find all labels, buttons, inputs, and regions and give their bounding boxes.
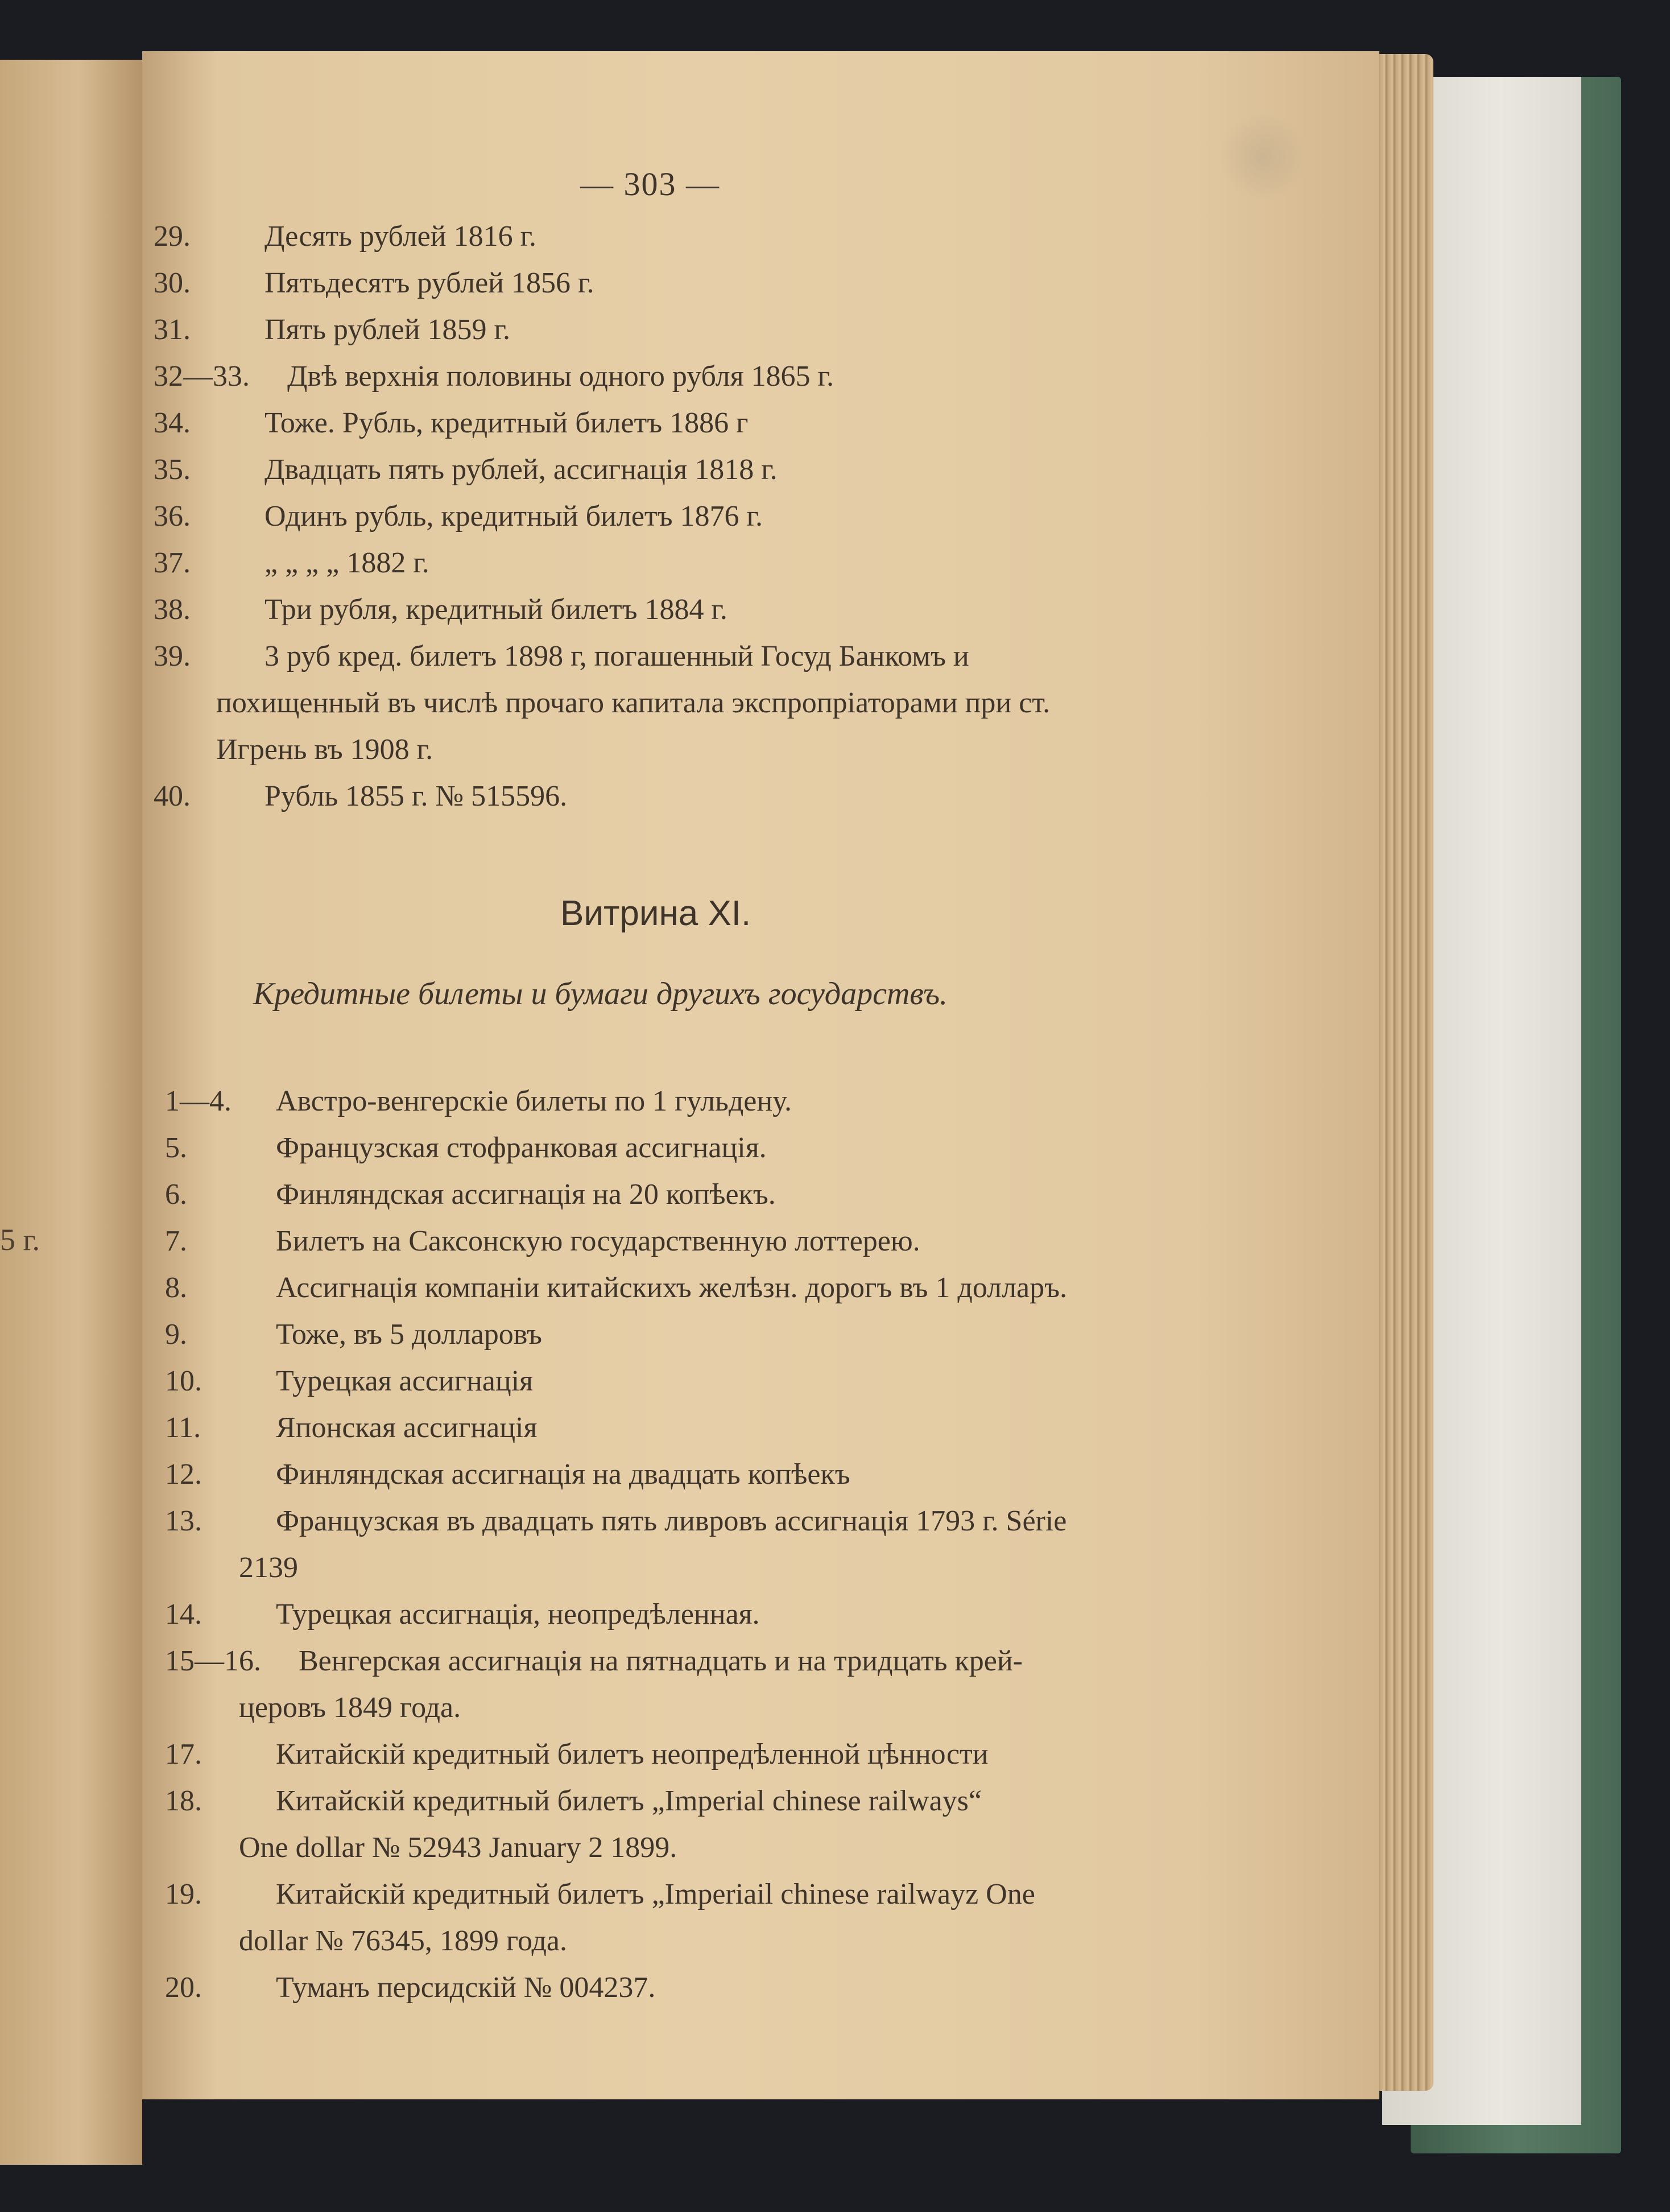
entry-number: 37. — [154, 547, 191, 579]
entry-number: 8. — [165, 1272, 187, 1304]
entry-number: 15—16. — [165, 1645, 261, 1677]
entry-number: 12. — [165, 1458, 202, 1491]
entry-number: 19. — [165, 1878, 202, 1910]
entry-number: 7. — [165, 1225, 187, 1257]
entry-continuation: dollar № 76345, 1899 года. — [239, 1925, 567, 1957]
entry-number: 10. — [165, 1365, 202, 1397]
entry-number: 1—4. — [165, 1085, 232, 1117]
entry-text: Финляндская ассигнація на двадцать копѣекъ — [276, 1458, 850, 1491]
entry-number: 30. — [154, 267, 191, 299]
entry-text: Французская въ двадцать пять ливровъ ассигнація 1793 г. Série — [276, 1505, 1067, 1537]
entry-continuation: церовъ 1849 года. — [239, 1691, 461, 1724]
entry-number: 14. — [165, 1598, 202, 1631]
entry-number: 9. — [165, 1318, 187, 1351]
entry-text: Финляндская ассигнація на 20 копѣекъ. — [276, 1178, 776, 1211]
entry-text: Венгерская ассигнація на пятнадцать и на тридцать крей- — [299, 1645, 1023, 1677]
left-page — [0, 60, 142, 2165]
entry-number: 17. — [165, 1738, 202, 1771]
entry-text: Австро-венгерскіе билеты по 1 гульдену. — [276, 1085, 792, 1117]
entry-number: 32—33. — [154, 360, 250, 393]
section-subheading: Кредитные билеты и бумаги другихъ государствъ. — [253, 976, 948, 1012]
entry-number: 6. — [165, 1178, 187, 1211]
entry-text: Билетъ на Саксонскую государственную лоттерею. — [276, 1225, 920, 1257]
entry-number: 36. — [154, 500, 191, 533]
entry-number: 20. — [165, 1971, 202, 2004]
entry-text: Рубль 1855 г. № 515596. — [264, 780, 568, 812]
entry-text: Двѣ верхнія половины одного рубля 1865 г. — [287, 360, 834, 393]
entry-text: Одинъ рубль, кредитный билетъ 1876 г. — [264, 500, 763, 533]
entry-number: 38. — [154, 593, 191, 626]
entry-text: 3 руб кред. билетъ 1898 г, погашенный Госуд Банкомъ и — [264, 640, 969, 672]
entry-text: Французская стофранковая ассигнація. — [276, 1132, 767, 1164]
entry-text: Двадцать пять рублей, ассигнація 1818 г. — [264, 453, 778, 486]
entry-number: 35. — [154, 453, 191, 486]
entry-text: Три рубля, кредитный билетъ 1884 г. — [264, 593, 727, 626]
entry-text: Японская ассигнація — [276, 1412, 538, 1444]
entry-text: Тоже, въ 5 долларовъ — [276, 1318, 542, 1351]
entry-number: 13. — [165, 1505, 202, 1537]
entry-number: 34. — [154, 407, 191, 439]
entry-text: Ассигнація компаніи китайскихъ желѣзн. дорогъ въ 1 долларъ. — [276, 1272, 1067, 1304]
entry-continuation: Игрень въ 1908 г. — [216, 733, 433, 766]
entry-text: Турецкая ассигнація — [276, 1365, 534, 1397]
entry-number: 31. — [154, 313, 191, 346]
entry-text: Туманъ персидскій № 004237. — [276, 1971, 656, 2004]
entry-number: 11. — [165, 1412, 201, 1444]
entry-continuation: похищенный въ числѣ прочаго капитала экспропріаторами при ст. — [216, 687, 1051, 719]
entry-number: 18. — [165, 1785, 202, 1817]
entry-number: 5. — [165, 1132, 187, 1164]
left-page-fragment: 5 г. — [0, 1223, 40, 1257]
right-page — [142, 51, 1379, 2099]
entry-number: 39. — [154, 640, 191, 672]
entry-text: Десять рублей 1816 г. — [264, 220, 537, 253]
entry-text: Китайскій кредитный билетъ „Imperial chinese railways“ — [276, 1785, 982, 1817]
entry-continuation: 2139 — [239, 1551, 298, 1584]
page-number: — 303 — — [580, 166, 720, 203]
library-stamp — [1217, 114, 1308, 199]
entry-text: Пятьдесятъ рублей 1856 г. — [264, 267, 594, 299]
entry-number: 29. — [154, 220, 191, 253]
entry-text: Тоже. Рубль, кредитный билетъ 1886 г — [264, 407, 749, 439]
entry-text: Китайскій кредитный билетъ неопредѣленной цѣнности — [276, 1738, 989, 1771]
entry-text: Турецкая ассигнація, неопредѣленная. — [276, 1598, 760, 1631]
entry-text: Китайскій кредитный билетъ „Imperiail chinese railwayz One — [276, 1878, 1035, 1910]
entry-number: 40. — [154, 780, 191, 812]
entry-text: Пять рублей 1859 г. — [264, 313, 511, 346]
section-heading: Витрина XI. — [560, 894, 751, 933]
entry-continuation: One dollar № 52943 January 2 1899. — [239, 1831, 677, 1864]
entry-text: „ „ „ „ 1882 г. — [264, 547, 429, 579]
